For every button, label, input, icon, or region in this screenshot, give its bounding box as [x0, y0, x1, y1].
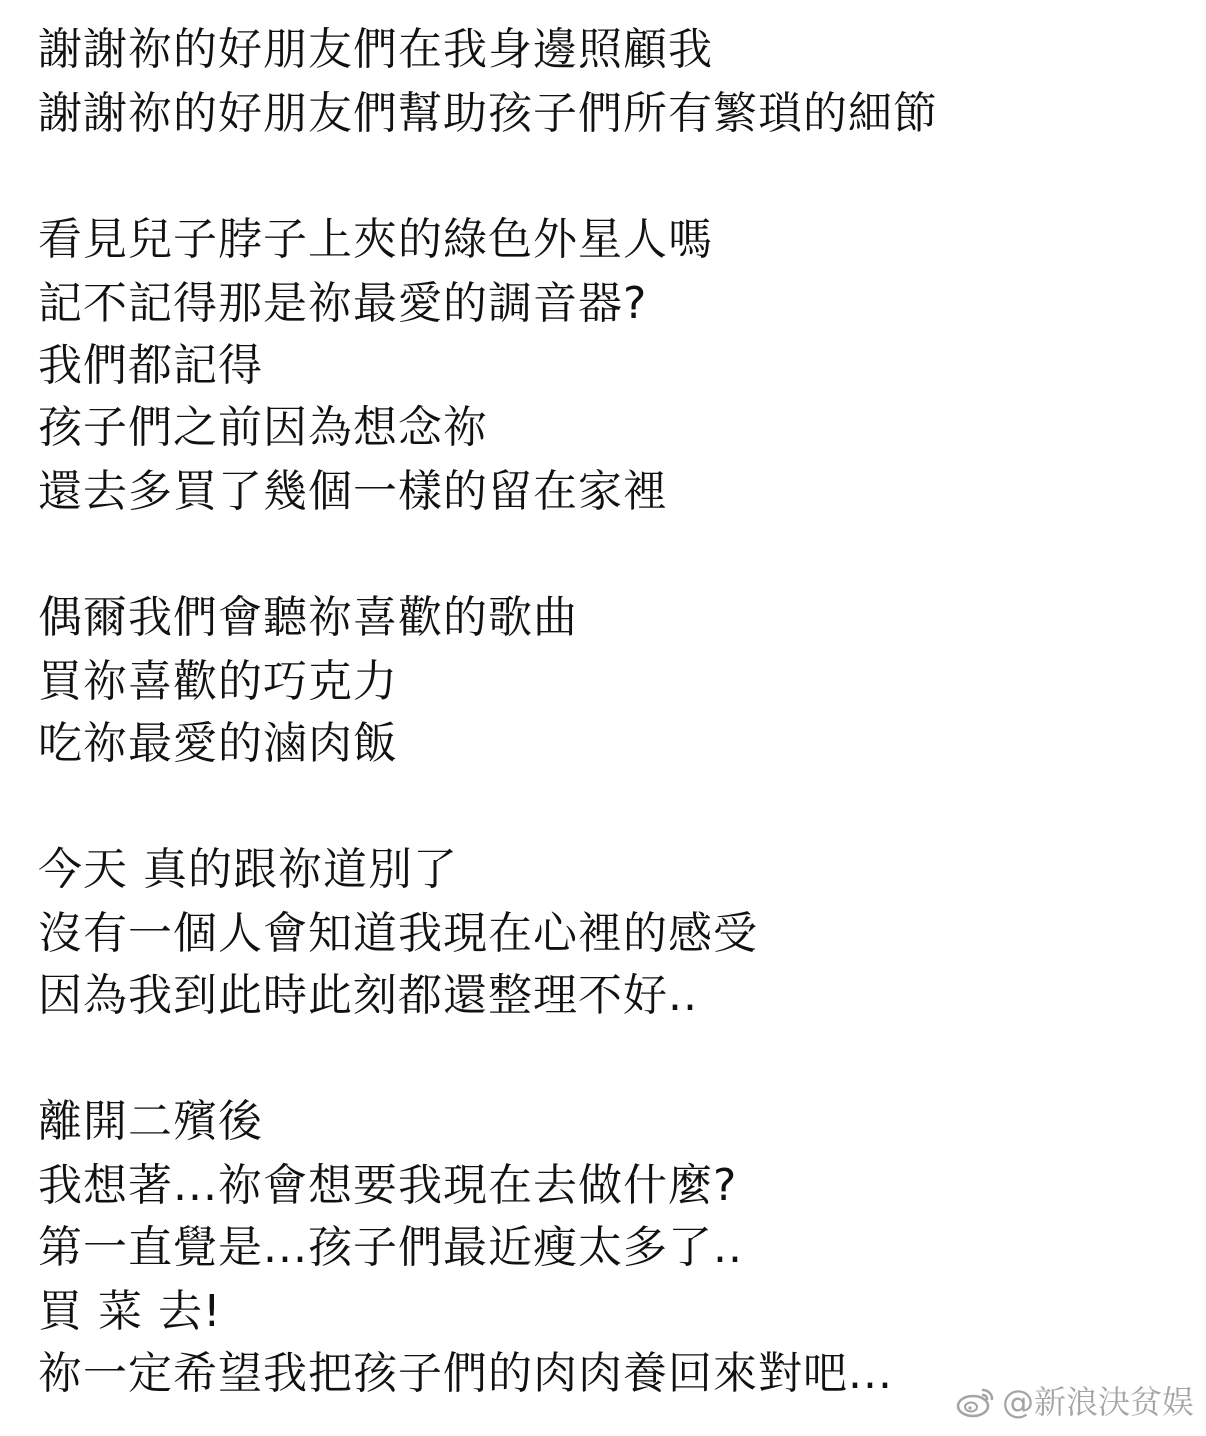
- text-line: 看見兒子脖子上夾的綠色外星人嗎: [38, 214, 713, 265]
- weibo-logo-icon: [956, 1386, 996, 1418]
- watermark-text: @新浪決贫娱: [1001, 1383, 1194, 1421]
- text-line: 買祢喜歡的巧克力: [38, 656, 398, 707]
- text-line: 因為我到此時此刻都還整理不好..: [38, 970, 698, 1021]
- text-line: 今天 真的跟祢道別了: [38, 844, 458, 895]
- text-line: 謝謝祢的好朋友們在我身邊照顧我: [38, 24, 713, 75]
- text-line: 記不記得那是祢最愛的調音器?: [38, 278, 648, 329]
- text-line: 我想著...祢會想要我現在去做什麼?: [38, 1160, 738, 1211]
- text-line: 祢一定希望我把孩子們的肉肉養回來對吧...: [38, 1348, 893, 1399]
- text-line: 買 菜 去!: [38, 1286, 222, 1337]
- text-line: 沒有一個人會知道我現在心裡的感受: [38, 908, 758, 959]
- text-line: 還去多買了幾個一樣的留在家裡: [38, 466, 668, 517]
- text-line: 吃祢最愛的滷肉飯: [38, 718, 398, 769]
- text-line: 離開二殯後: [38, 1096, 263, 1147]
- text-line: 謝謝祢的好朋友們幫助孩子們所有繁瑣的細節: [38, 88, 938, 139]
- text-line: 孩子們之前因為想念祢: [38, 402, 488, 453]
- text-line: 我們都記得: [38, 340, 263, 391]
- text-line: 第一直覺是...孩子們最近瘦太多了..: [38, 1222, 743, 1273]
- text-line: 偶爾我們會聽祢喜歡的歌曲: [38, 592, 578, 643]
- watermark: [956, 1382, 1194, 1422]
